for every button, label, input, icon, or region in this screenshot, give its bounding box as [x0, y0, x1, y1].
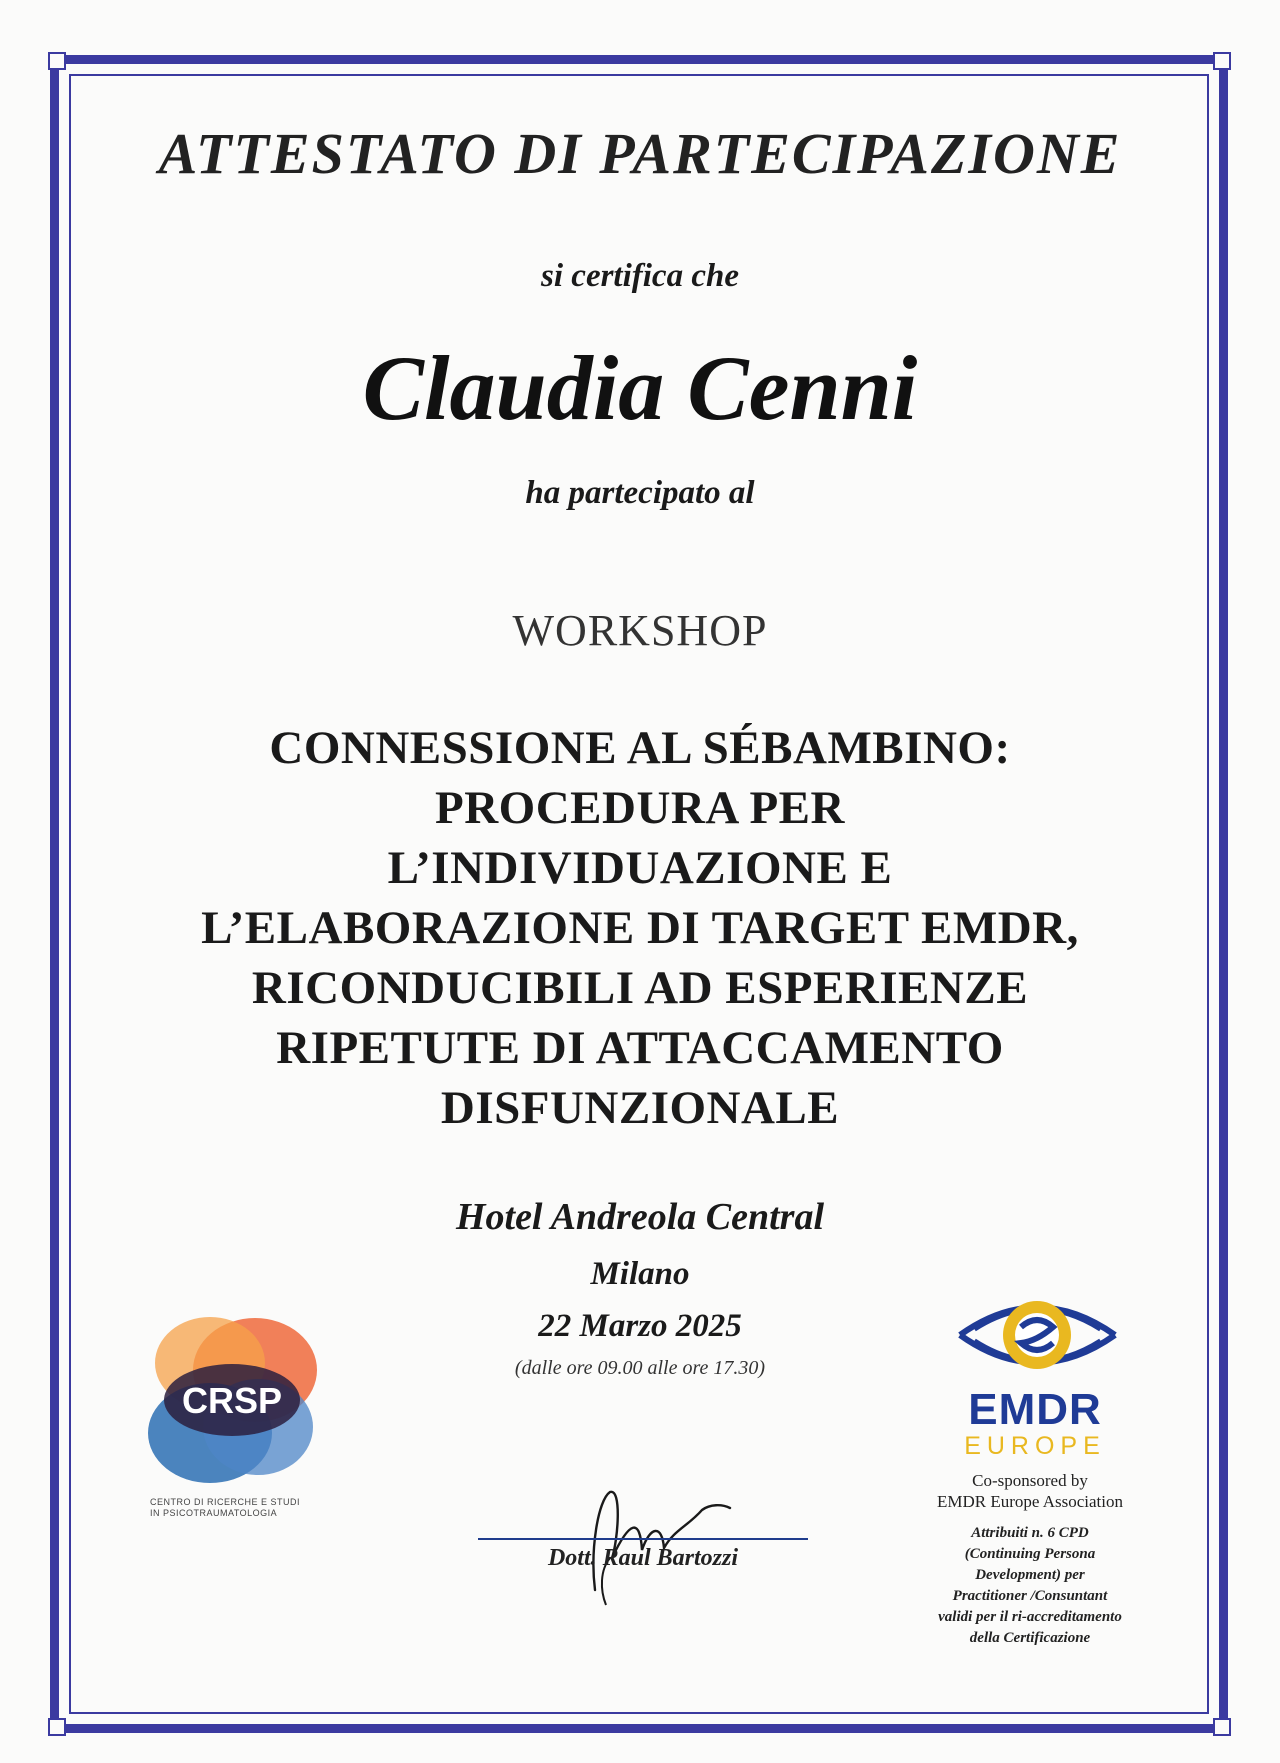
- border-corner-ornament: [1213, 52, 1231, 70]
- event-date: 22 Marzo 2025: [538, 1308, 742, 1344]
- certify-text: si certifica che: [541, 258, 739, 294]
- signature-line: [478, 1538, 808, 1540]
- cpd-credits-text: [900, 1523, 1160, 1649]
- crsp-caption-line: CENTRO DI RICERCHE E STUDI: [150, 1497, 301, 1507]
- course-title-line: L’ELABORAZIONE DI TARGET EMDR,: [201, 902, 1079, 954]
- course-title-line: L’INDIVIDUAZIONE E: [387, 842, 893, 894]
- course-title-line: RIPETUTE DI ATTACCAMENTO: [276, 1022, 1004, 1074]
- crsp-logo: [140, 1315, 320, 1485]
- recipient-name: Claudia Cenni: [362, 337, 918, 439]
- course-title: [140, 718, 1140, 1138]
- cpd-line: Development) per: [975, 1567, 1085, 1583]
- participated-text: ha partecipato al: [525, 475, 755, 511]
- cpd-line: della Certificazione: [969, 1630, 1091, 1646]
- crsp-logo-text: CRSP: [181, 1380, 283, 1421]
- cpd-line: Practitioner /Consuntant: [952, 1588, 1108, 1604]
- border-corner-ornament: [1213, 1718, 1231, 1736]
- event-hours: (dalle ore 09.00 alle ore 17.30): [514, 1357, 766, 1379]
- emdr-eye-logo: [955, 1285, 1120, 1385]
- certificate-title: ATTESTATO DI PARTECIPAZIONE: [158, 121, 1122, 186]
- course-title-line: RICONDUCIBILI AD ESPERIENZE: [251, 962, 1029, 1014]
- signature: [570, 1470, 740, 1610]
- city: Milano: [590, 1256, 690, 1292]
- signer-name: Dott. Raul Bartozzi: [547, 1545, 739, 1571]
- course-title-line: CONNESSIONE AL SÉBAMBINO:: [269, 722, 1011, 774]
- border-corner-ornament: [48, 52, 66, 70]
- emdr-logo-name: EMDR: [968, 1385, 1102, 1434]
- course-title-line: DISFUNZIONALE: [440, 1082, 840, 1134]
- cpd-line: validi per il ri-accreditamento: [938, 1609, 1122, 1625]
- cpd-line: Attribuiti n. 6 CPD: [971, 1525, 1089, 1541]
- course-title-line: PROCEDURA PER: [435, 782, 845, 834]
- crsp-caption-line: IN PSICOTRAUMATOLOGIA: [150, 1508, 278, 1518]
- cosponsor-line: EMDR Europe Association: [936, 1492, 1124, 1511]
- crsp-caption: [150, 1497, 350, 1519]
- emdr-logo-sub: EUROPE: [964, 1432, 1106, 1460]
- venue: Hotel Andreola Central: [455, 1196, 825, 1238]
- cosponsor-text: [900, 1470, 1160, 1512]
- event-type: WORKSHOP: [512, 606, 768, 655]
- cpd-line: (Continuing Persona: [964, 1546, 1096, 1562]
- cosponsor-line: Co-sponsored by: [972, 1471, 1088, 1490]
- border-corner-ornament: [48, 1718, 66, 1736]
